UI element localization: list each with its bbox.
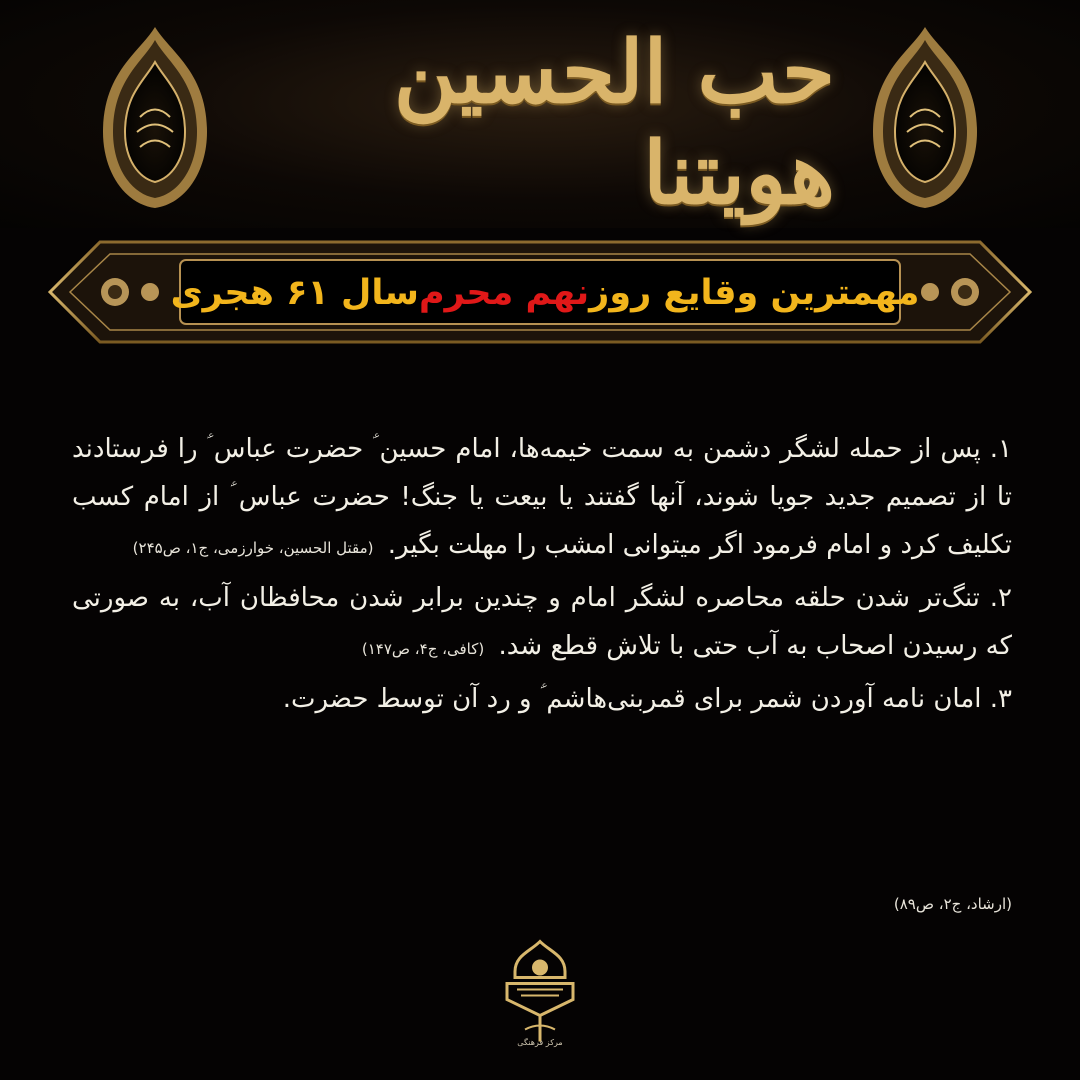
final-citation: (ارشاد، ج۲، ص۸۹) xyxy=(893,895,1012,913)
banner-title-part1: مهمترین وقایع روز xyxy=(589,273,920,313)
event-citation: (کافی، ج۴، ص۱۴۷) xyxy=(361,640,485,658)
organization-logo-icon xyxy=(495,930,585,1055)
event-text: ۳. امان نامه آوردن شمر برای قمربنی‌هاشم ؑ و رد آن توسط حضرت. xyxy=(282,684,1012,714)
event-citation: (مقتل الحسین، خوارزمی، ج۱، ص۲۴۵) xyxy=(132,539,374,557)
banner-title xyxy=(170,258,920,328)
logo-caption: مرکز فرهنگی xyxy=(517,1038,563,1047)
event-text: ۲. تنگ‌تر شدن حلقه محاصره لشگر امام و چندین برابر شدن محافظان آب، به صورتی که رسیدن اصحاب به آب حتی با تلاش قطع شد. xyxy=(72,583,1012,661)
right-medallion-icon xyxy=(865,22,985,212)
banner-title-part2: نهم محرم xyxy=(418,273,590,313)
events-list xyxy=(72,425,1012,725)
event-text: ۱. پس از حمله لشگر دشمن به سمت خیمه‌ها، امام حسین ؑ حضرت عباس ؑ را فرستادند تا از تصمیم جدید جویا شوند، آنها گفتند یا بیعت یا جنگ! حضرت عباس ؑ از امام کسب تکلیف کرد و امام فرمود اگر میتوانی امشب را مهلت بگیر. xyxy=(72,434,1012,560)
header-panel xyxy=(0,0,1080,228)
calligraphy-title xyxy=(245,22,835,224)
left-medallion-icon xyxy=(95,22,215,212)
event-item-1 xyxy=(72,425,1012,572)
event-item-3 xyxy=(72,675,1012,723)
banner-title-part3: سال ۶۱ هجری xyxy=(170,273,419,313)
calligraphy-text: حب الحسین هویتنا xyxy=(393,22,835,224)
event-item-2 xyxy=(72,574,1012,673)
